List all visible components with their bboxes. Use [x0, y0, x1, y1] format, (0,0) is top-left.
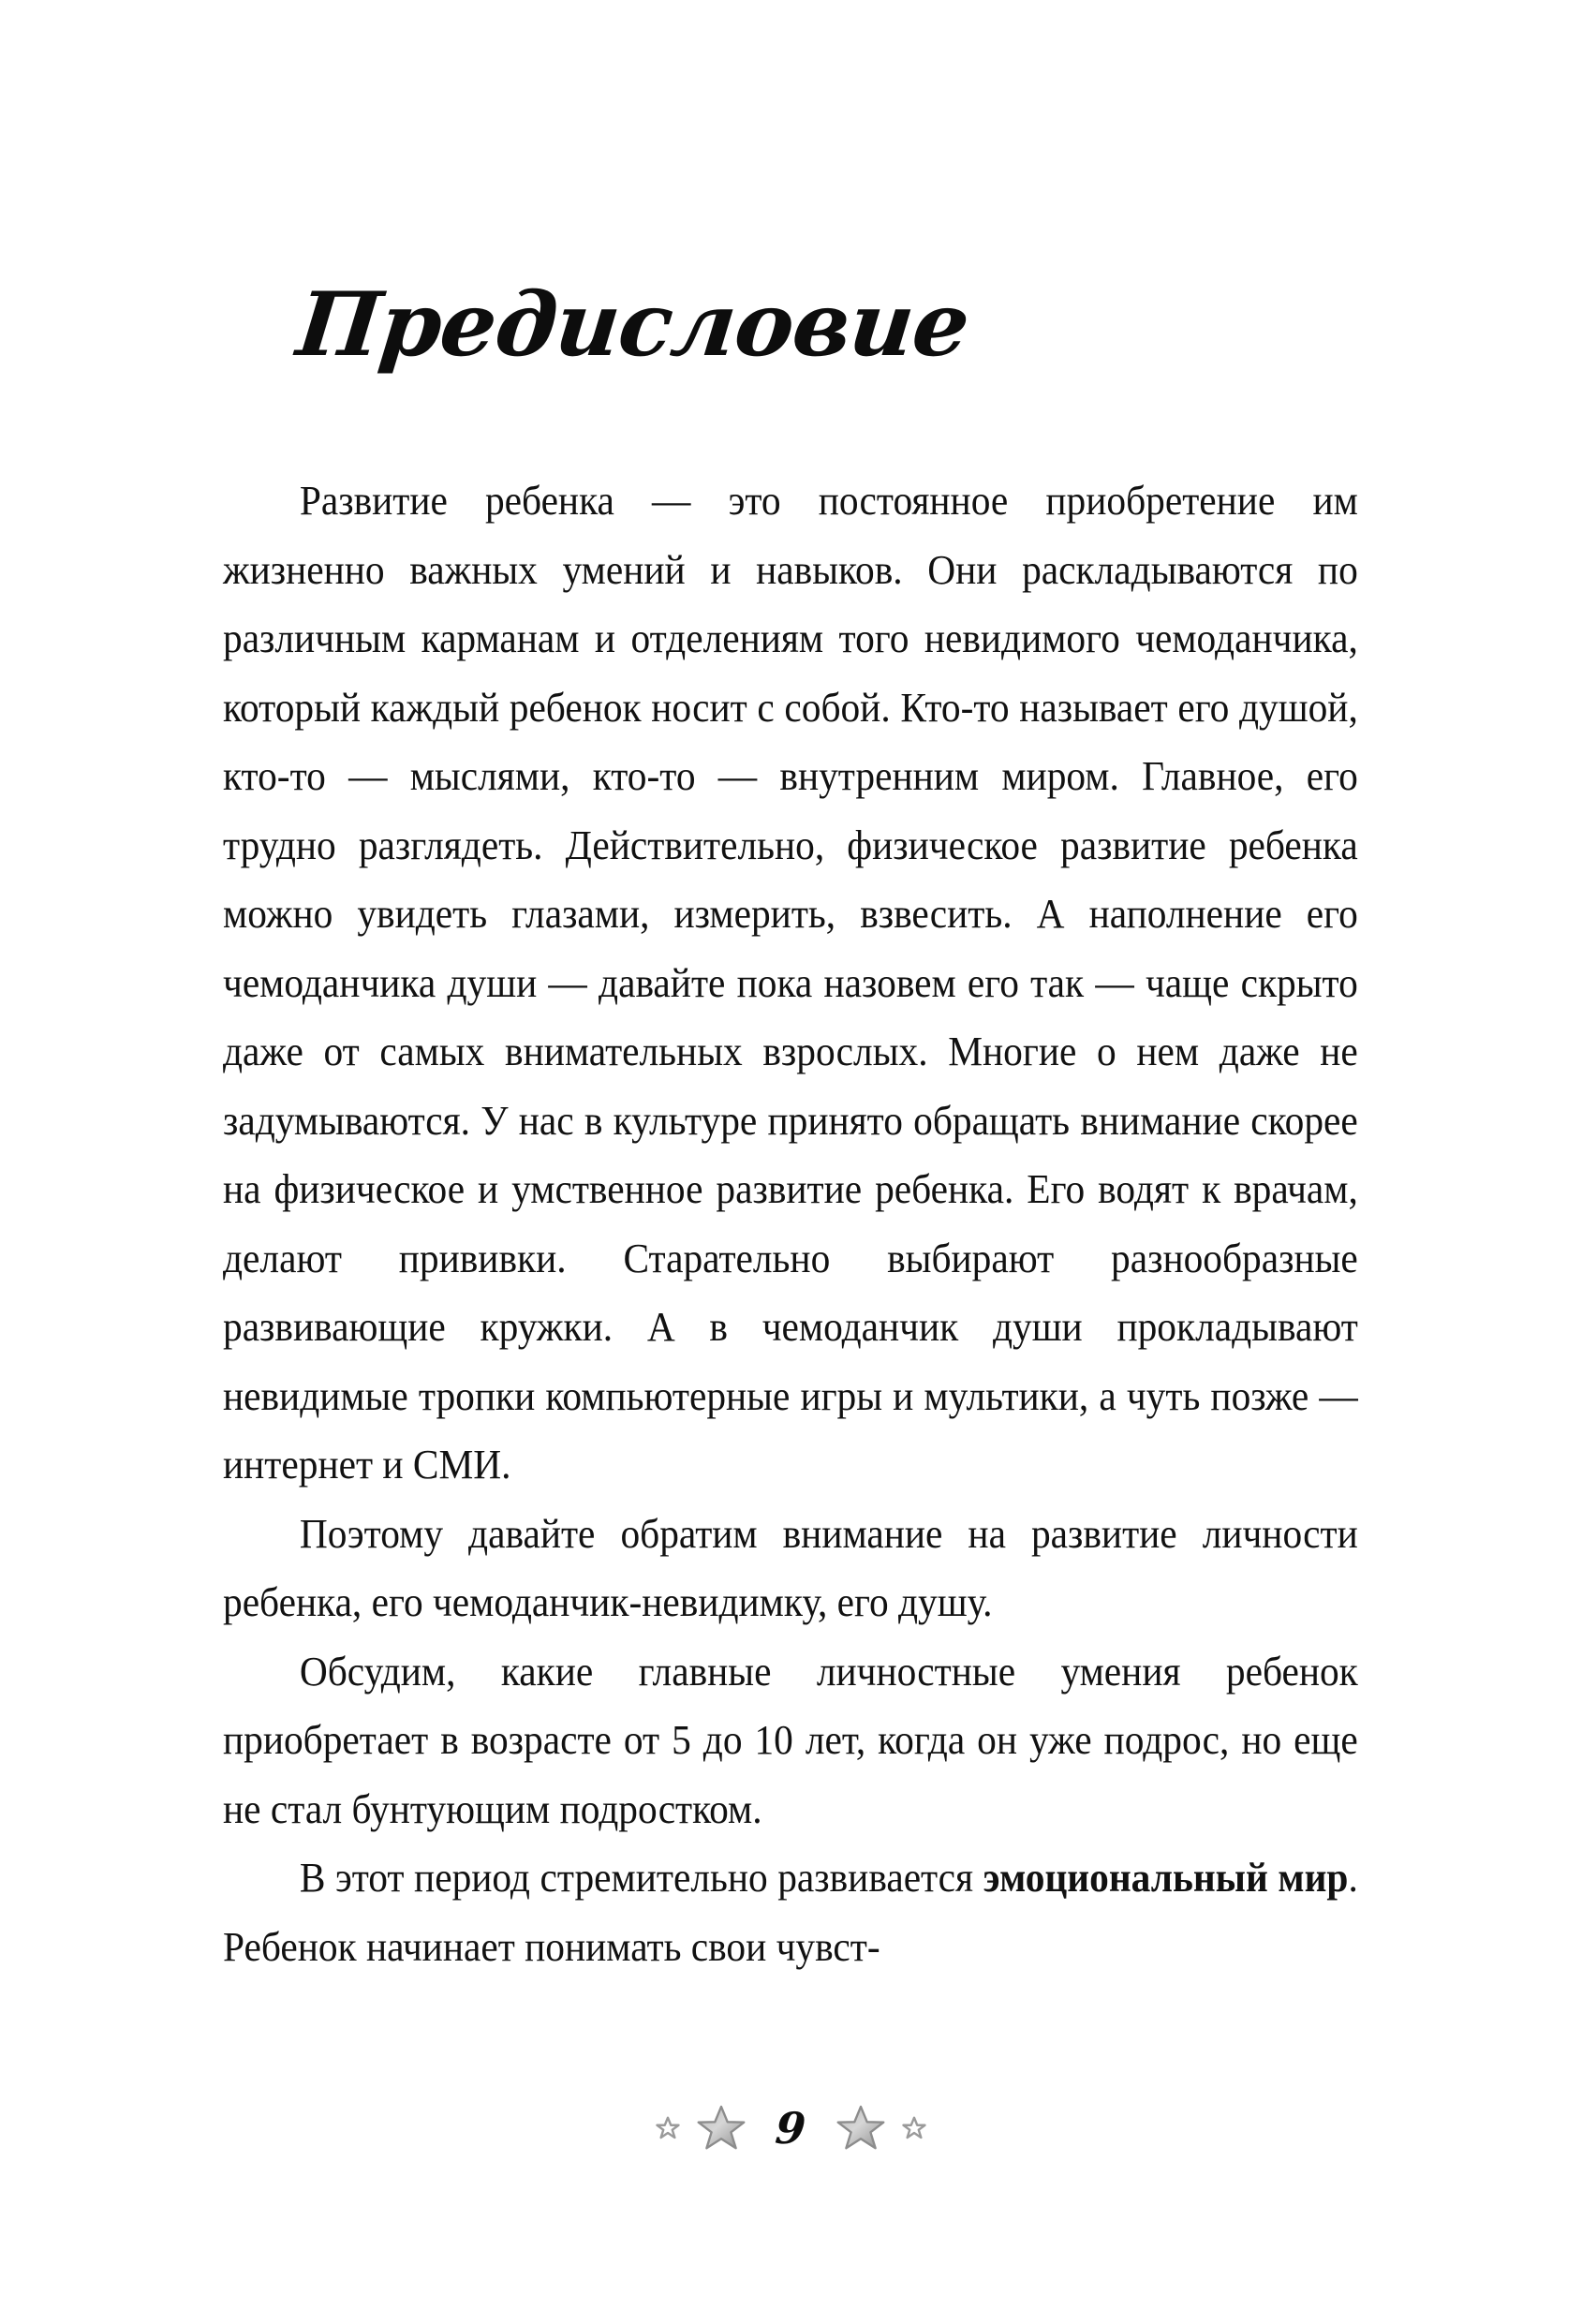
- body-text-column: [223, 466, 1358, 1981]
- large-star-icon: [836, 2104, 885, 2153]
- page-number: 9: [774, 2103, 808, 2154]
- large-star-icon: [697, 2104, 746, 2153]
- small-star-icon: [902, 2116, 926, 2140]
- paragraph: В этот период стремительно развивается эмоциональный мир. Ребенок начинает понимать свои чувст-: [223, 1854, 1358, 1970]
- paragraph: Развитие ребенка — это постоянное приобретение им жизненно важных умений и навыков. Они раскладываются по различным карманам и отделениям того невидимого чемоданчика, который каждый ребенок носит с собой. Кто-то называет его душой, кто-то — мыслями, кто-то — внутренним миром. Главное, его трудно разглядеть. Действительно, физическое развитие ребенка можно увидеть глазами, измерить, взвесить. А наполнение его чемоданчика души — давайте пока назовем его так — чаще скрыто даже от самых внимательных взрослых. Многие о нем даже не задумываются. У нас в культуре принято обращать внимание скорее на физическое и умственное развитие ребенка. Его водят к врачам, делают прививки. Старательно выбирают разнообразные развивающие кружки. А в чемоданчик души прокладывают невидимые тропки компьютерные игры и мультики, а чуть позже — интернет и СМИ.: [223, 477, 1358, 1488]
- small-star-icon: [656, 2116, 680, 2140]
- paragraph: Поэтому давайте обратим внимание на развитие личности ребенка, его чемоданчик-невидимку, его душу.: [223, 1509, 1358, 1625]
- page-footer: [0, 2104, 1582, 2153]
- page-title: Предисловие: [292, 274, 974, 377]
- paragraph: Обсудим, какие главные личностные умения ребенок приобретает в возрасте от 5 до 10 лет, когда он уже подрос, но еще не стал бунтующим подростком.: [223, 1647, 1358, 1832]
